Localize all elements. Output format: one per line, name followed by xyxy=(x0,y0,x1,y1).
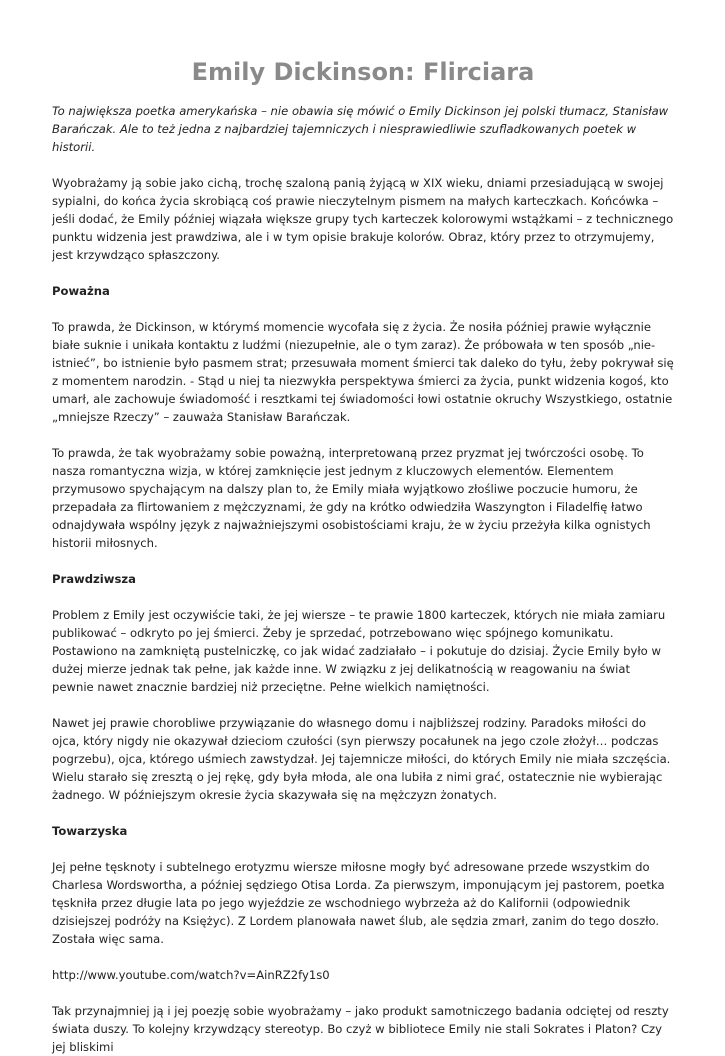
video-url: http://www.youtube.com/watch?v=AinRZ2fy1s0 xyxy=(52,968,330,982)
section-heading-powazna: Poważna xyxy=(52,284,110,298)
article xyxy=(52,0,674,1056)
article-lead: To największa poetka amerykańska – nie obawia się mówić o Emily Dickinson jej polski tłumacz, Stanisław Barańczak. Ale to też jedna z najbardziej tajemniczych i niesprawiedliwie szufladkowanych poetek w historii. xyxy=(52,104,669,154)
powazna-paragraph-1: To prawda, że Dickinson, w którymś momencie wycofała się z życia. Że nosiła później prawie wyłącznie białe suknie i unikała kontaktu z ludźmi (niezupełnie, ale o tym zaraz). Że próbowała w ten sposób „nie-istnieć”, bo istnienie było pasmem strat; przesuwała moment śmierci tak daleko do tyłu, żeby pokrywał się z momentem narodzin. - Stąd u niej ta niezwykła perspektywa śmierci za życia, punkt widzenia kogoś, kto umarł, ale zachowuje świadomość i resztkami tej świadomości łowi ostatnie okruchy Wszystkiego, ostatnie „mniejsze Rzeczy” – zauważa Stanisław Barańczak. xyxy=(52,320,674,424)
towarzyska-paragraph-1: Jej pełne tęsknoty i subtelnego erotyzmu wiersze miłosne mogły być adresowane przede wszystkim do Charlesa Wordswortha, a później sędziego Otisa Lorda. Za pierwszym, imponującym jej pastorem, poetka tęskniła przez długie lata po jego wyjeździe ze wschodniego wybrzeża aż do Kalifornii (odpowiednik dzisiejszej podróży na Księżyc). Z Lordem planowała nawet ślub, ale sędzia zmarł, zanim do tego doszło. Została więc sama. xyxy=(52,860,665,946)
section-heading-towarzyska: Towarzyska xyxy=(52,824,128,838)
prawdziwsza-paragraph-1: Problem z Emily jest oczywiście taki, że jej wiersze – te prawie 1800 karteczek, których nie miała zamiaru publikować – odkryto po jej śmierci. Żeby je sprzedać, potrzebowano więc spójnego komunikatu. Postawiono na zamkniętą pustelniczkę, co jak widać zadziałało – i pokutuje do dzisiaj. Życie Emily było w dużej mierze jednak tak pełne, jak każde inne. W związku z jej delikatnością w reagowaniu na świat pewnie nawet znacznie bardziej niż przeciętne. Pełne wielkich namiętności. xyxy=(52,608,666,694)
powazna-paragraph-2: To prawda, że tak wyobrażamy sobie poważną, interpretowaną przez pryzmat jej twórczości osobę. To nasza romantyczna wizja, w której zamknięcie jest jednym z kluczowych elementów. Elementem przymusowo spychającym na dalszy plan to, że Emily miała wyjątkowo złośliwe poczucie humoru, że przepadała za flirtowaniem z mężczyznami, że gdy na krótko odwiedziła Waszyngton i Filadelfię łatwo odnajdywała wspólny język z najważniejszymi osobistościami kraju, że w życiu przeżyła kilka ognistych historii miłosnych. xyxy=(52,446,651,550)
prawdziwsza-paragraph-2: Nawet jej prawie chorobliwe przywiązanie do własnego domu i najbliższej rodziny. Paradoks miłości do ojca, który nigdy nie okazywał dzieciom czułości (syn pierwszy pocałunek na jego czole złożył… podczas pogrzebu), ojca, którego uśmiech zawstydzał. Jej tajemnicze miłości, do których Emily nie miała szczęścia. Wielu starało się zresztą o jej rękę, gdy była młoda, ale ona lubiła z nimi grać, ostatecznie nie wybierając żadnego. W późniejszym okresie życia skazywała się na mężczyzn żonatych. xyxy=(52,716,671,802)
intro-paragraph: Wyobrażamy ją sobie jako cichą, trochę szaloną panią żyjącą w XIX wieku, dniami przesiadującą w swojej sypialni, do końca życia skrobiącą coś prawie nieczytelnym pismem na małych karteczkach. Końcówka – jeśli dodać, że Emily później wiązała większe grupy tych karteczek kolorowymi wstążkami – z technicznego punktu widzenia jest prawdziwa, ale i w tym opisie brakuje kolorów. Obraz, który przez to otrzymujemy, jest krzywdząco spłaszczony. xyxy=(52,176,674,262)
towarzyska-paragraph-2: Tak przynajmniej ją i jej poezję sobie wyobrażamy – jako produkt samotniczego badania odciętej od reszty świata duszy. To kolejny krzywdzący stereotyp. Bo czyż w bibliotece Emily nie stali Sokrates i Platon? Czy jej bliskimi xyxy=(52,1004,669,1054)
article-title: Emily Dickinson: Flirciara xyxy=(191,58,535,86)
section-heading-prawdziwsza: Prawdziwsza xyxy=(52,572,136,586)
